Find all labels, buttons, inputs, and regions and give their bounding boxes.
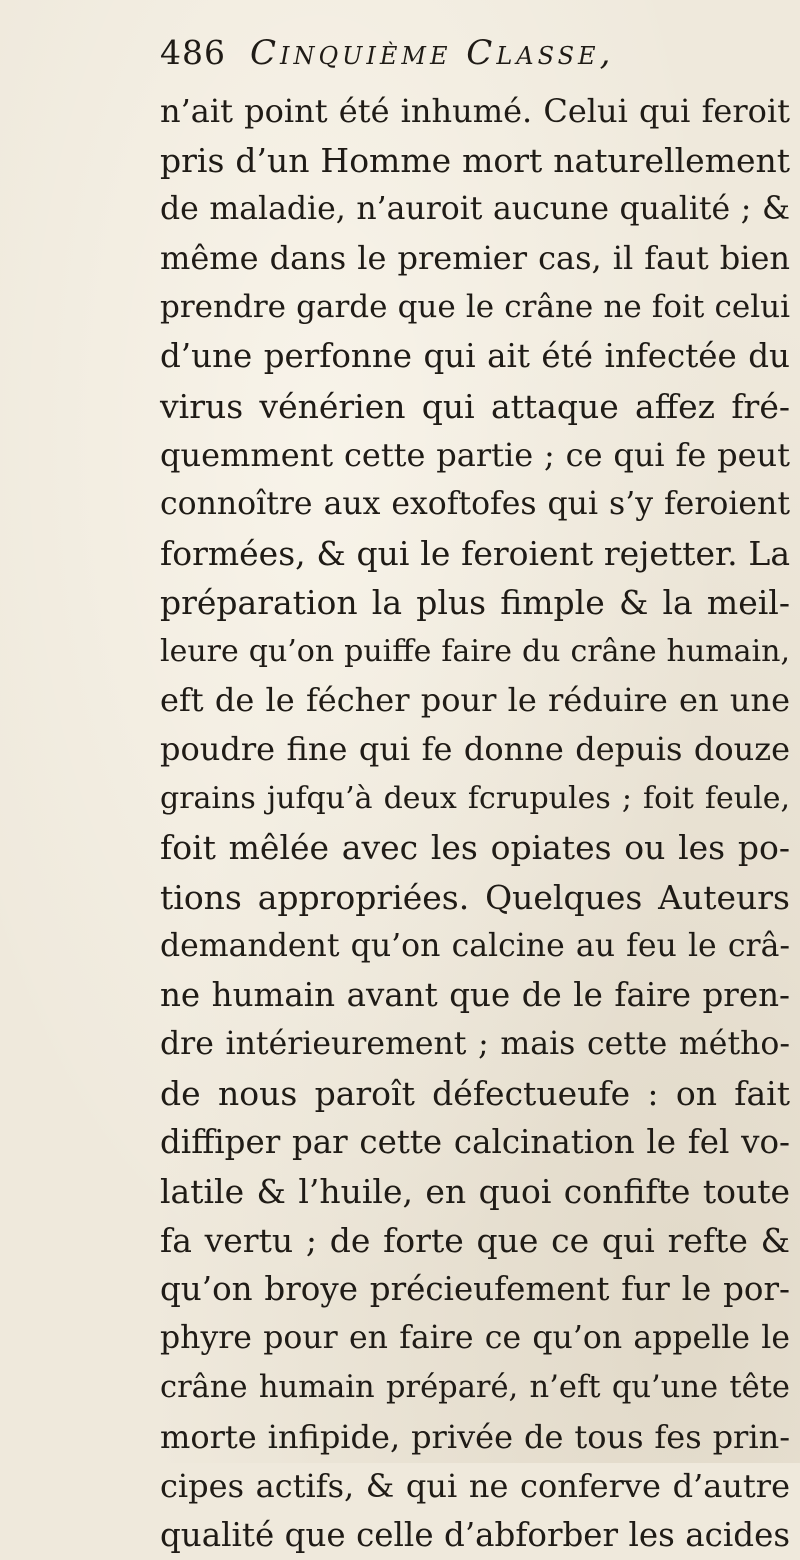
text-line-25: qu’on broye précieufement fur le por- <box>160 1270 790 1309</box>
text-line-26: phyre pour en faire ce qu’on appelle le <box>160 1320 790 1357</box>
body-text <box>160 87 790 1560</box>
text-line-17: tions appropriées. Quelques Auteurs <box>160 877 790 917</box>
text-line-9: connoître aux exoftofes qui s’y feroient <box>160 485 790 522</box>
text-line-13: eft de le fécher pour le réduire en une <box>160 681 790 720</box>
text-line-20: dre intérieurement ; mais cette métho- <box>160 1025 790 1062</box>
text-line-27: crâne humain préparé, n’eft qu’une tête <box>160 1370 790 1406</box>
text-line-22: diffiper par cette calcination le fel vo- <box>160 1122 790 1161</box>
text-line-29: cipes actifs, & qui ne conferve d’autre <box>160 1466 790 1505</box>
running-title: Cinquième Classe, <box>250 33 615 73</box>
text-line-4: même dans le premier cas, il faut bien <box>160 239 790 278</box>
text-line-28: morte infipide, privée de tous fes prin- <box>160 1417 790 1456</box>
text-line-8: quemment cette partie ; ce qui fe peut <box>160 435 790 474</box>
text-line-24: fa vertu ; de forte que ce qui refte & <box>160 1221 790 1261</box>
page-number: 486 <box>160 33 226 72</box>
text-line-12: leure qu’on puiffe faire du crâne humain, <box>160 634 790 670</box>
text-line-2: pris d’un Homme mort naturellement <box>160 141 790 181</box>
text-line-19: ne humain avant que de le faire pren- <box>160 975 790 1014</box>
text-line-10: formées, & qui le feroient rejetter. La <box>160 533 790 573</box>
text-line-15: grains jufqu’à deux fcrupules ; foit feule, <box>160 781 790 817</box>
text-line-6: d’une perfonne qui ait été infectée du <box>160 337 790 376</box>
text-line-18: demandent qu’on calcine au feu le crâ- <box>160 927 790 964</box>
text-line-1: n’ait point été inhumé. Celui qui feroit <box>160 92 790 130</box>
text-line-23: latile & l’huile, en quoi confifte toute <box>160 1172 790 1212</box>
text-line-7: virus vénérien qui attaque affez fré- <box>160 386 790 426</box>
text-line-30: qualité que celle d’abforber les acides <box>160 1515 790 1554</box>
text-line-16: foit mêlée avec les opiates ou les po- <box>160 828 790 868</box>
running-head <box>160 33 615 73</box>
text-line-3: de maladie, n’auroit aucune qualité ; & <box>160 191 790 228</box>
text-line-11: préparation la plus fimple & la meil- <box>160 582 790 622</box>
text-line-21: de nous paroît défectueufe : on fait <box>160 1073 790 1113</box>
text-line-14: poudre fine qui fe donne depuis douze <box>160 730 790 769</box>
text-line-5: prendre garde que le crâne ne foit celui <box>160 289 790 326</box>
